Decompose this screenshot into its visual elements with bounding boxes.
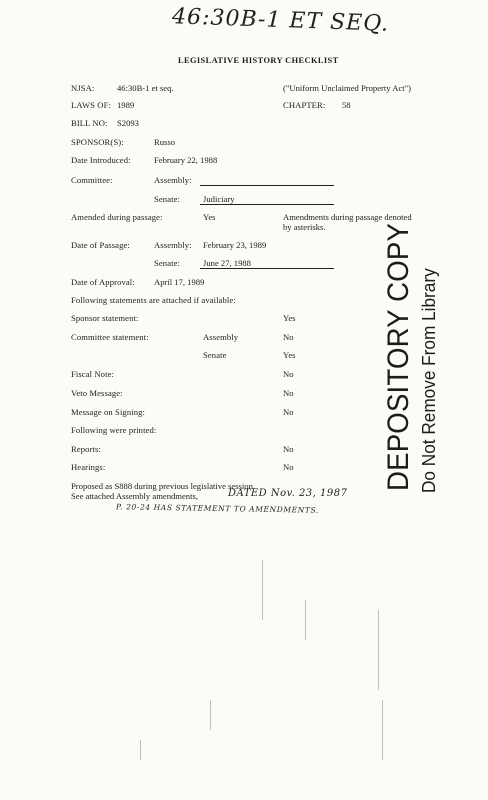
do-not-remove-stamp: Do Not Remove From Library — [418, 268, 439, 493]
passage-label: Date of Passage: — [71, 240, 130, 250]
scan-artifact — [140, 740, 141, 760]
scan-artifact — [305, 600, 306, 640]
amended-note-2: by asterisks. — [283, 222, 326, 232]
veto-message-value: No — [283, 388, 294, 398]
committee-statement-senate-value: Yes — [283, 350, 296, 360]
passage-senate-line — [200, 268, 334, 269]
printed-header: Following were printed: — [71, 425, 157, 435]
committee-assembly-blank — [200, 185, 334, 186]
passage-senate-label: Senate: — [154, 258, 180, 268]
sponsor-statement-value: Yes — [283, 313, 296, 323]
committee-senate-label: Senate: — [154, 194, 180, 204]
approval-label: Date of Approval: — [71, 277, 135, 287]
njsa-value: 46:30B-1 et seq. — [117, 83, 174, 93]
bill-label: BILL NO: — [71, 118, 108, 128]
date-introduced-label: Date Introduced: — [71, 155, 131, 165]
fiscal-note-value: No — [283, 369, 294, 379]
depository-copy-stamp: DEPOSITORY COPY — [382, 222, 415, 491]
bill-value: S2093 — [117, 118, 139, 128]
committee-statement-assembly-value: No — [283, 332, 294, 342]
note-line-1: Proposed as S888 during previous legislative session. — [71, 481, 256, 491]
committee-label: Committee: — [71, 175, 113, 185]
scan-artifact — [262, 560, 263, 620]
passage-assembly-value: February 23, 1989 — [203, 240, 267, 250]
page-title: LEGISLATIVE HISTORY CHECKLIST — [178, 56, 339, 65]
hearings-value: No — [283, 462, 294, 472]
sponsor-value: Russo — [154, 137, 176, 147]
reports-label: Reports: — [71, 444, 101, 454]
committee-senate-value: Judiciary — [203, 194, 235, 204]
scan-artifact — [210, 700, 211, 730]
chapter-label: CHAPTER: — [283, 100, 326, 110]
committee-statement-assembly-label: Assembly — [203, 332, 239, 342]
hearings-label: Hearings: — [71, 462, 106, 472]
scan-artifact — [378, 610, 379, 690]
committee-senate-line — [200, 204, 334, 205]
veto-message-label: Veto Message: — [71, 388, 123, 398]
signing-message-value: No — [283, 407, 294, 417]
date-introduced-value: February 22, 1988 — [154, 155, 218, 165]
approval-value: April 17, 1989 — [154, 277, 205, 287]
note-line-2: See attached Assembly amendments, — [71, 491, 198, 501]
reports-value: No — [283, 444, 294, 454]
amended-note: Amendments during passage denoted — [283, 212, 412, 222]
fiscal-note-label: Fiscal Note: — [71, 369, 114, 379]
committee-assembly-label: Assembly: — [154, 175, 192, 185]
scan-artifact — [382, 700, 383, 760]
sponsor-label: SPONSOR(S): — [71, 137, 124, 147]
handwritten-header: 46:30B-1 ET SEQ. — [171, 4, 390, 37]
njsa-label: NJSA: — [71, 83, 95, 93]
committee-statement-senate-label: Senate — [203, 350, 227, 360]
amended-value: Yes — [203, 212, 216, 222]
laws-label: LAWS OF: — [71, 100, 111, 110]
passage-senate-value: June 27, 1988 — [203, 258, 251, 268]
amended-label: Amended during passage: — [71, 212, 163, 222]
signing-message-label: Message on Signing: — [71, 407, 145, 417]
passage-assembly-label: Assembly: — [154, 240, 192, 250]
note-line-2-handwritten: DATED Nov. 23, 1987 — [228, 488, 348, 499]
act-name: ("Uniform Unclaimed Property Act") — [283, 83, 412, 93]
chapter-value: 58 — [342, 100, 351, 110]
note-line-3-handwritten: P. 20-24 HAS STATEMENT TO AMENDMENTS. — [115, 502, 320, 515]
laws-value: 1989 — [117, 100, 135, 110]
sponsor-statement-label: Sponsor statement: — [71, 313, 139, 323]
committee-statement-label: Committee statement: — [71, 332, 149, 342]
statements-header: Following statements are attached if available: — [71, 295, 236, 305]
